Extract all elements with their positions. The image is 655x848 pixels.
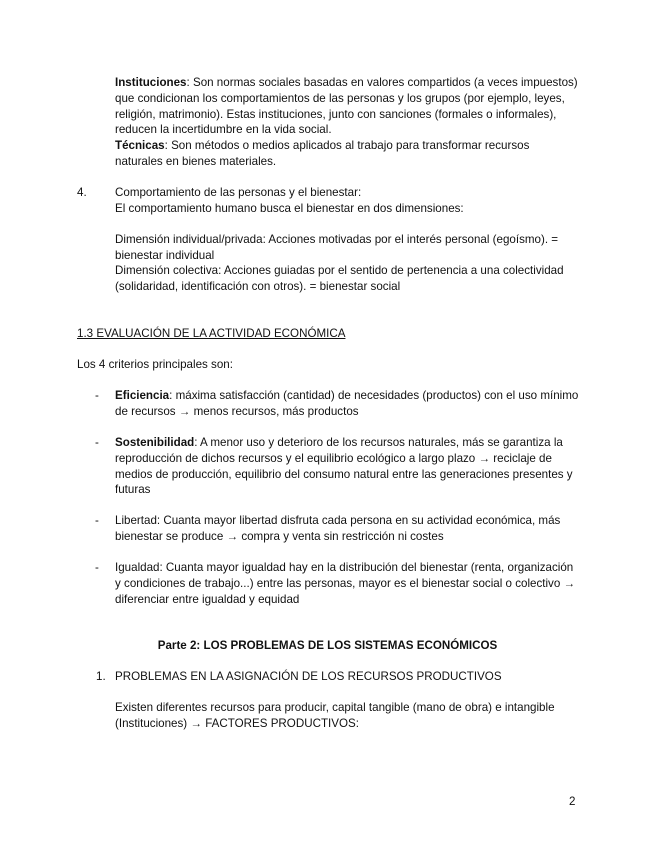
list-item-title: PROBLEMAS EN LA ASIGNACIÓN DE LOS RECURSOS PRODUCTIVOS: [115, 670, 502, 683]
item-4-number: 4.: [77, 186, 87, 199]
list-item-number: 1.: [96, 670, 106, 683]
criterion-text: : máxima satisfacción (cantidad) de necesidades (productos) con el uso mínimo de recursos → menos recursos, más productos: [115, 389, 579, 418]
instituciones-text: : Son normas sociales basadas en valores compartidos (a veces impuestos) que condicionan los comportamientos de las personas y los grupos (por ejemplo, leyes, religión, matrimonio). Estas instituciones, junto con sanciones (formales o informales), reducen la incertidumbre en la vida social.: [115, 76, 578, 137]
page-number: 2: [569, 795, 576, 808]
criteria-intro: Los 4 criterios principales son:: [77, 358, 233, 371]
tecnicas-term: Técnicas: [115, 139, 165, 152]
bullet-marker: -: [95, 389, 99, 402]
bullet-marker: -: [95, 514, 99, 527]
criterion-text: : A menor uso y deterioro de los recursos naturales, más se garantiza la reproducción de dichos recursos y el equilibrio ecológico a largo plazo → reciclaje de medios de producción, equilibrio del consumo natural entre las generaciones presentes y futuras: [115, 436, 573, 497]
instituciones-paragraph: [115, 75, 580, 138]
criterion-sostenibilidad: [115, 435, 580, 498]
factores-paragraph: Existen diferentes recursos para producir, capital tangible (mano de obra) e intangible (Instituciones) → FACTORES PRODUCTIVOS:: [115, 701, 555, 730]
criterion-text: Libertad: Cuanta mayor libertad disfruta cada persona en su actividad económica, más bienestar se produce → compra y venta sin restricción ni costes: [115, 514, 561, 543]
tecnicas-text: : Son métodos o medios aplicados al trabajo para transformar recursos naturales en bienes materiales.: [115, 139, 530, 168]
bullet-marker: -: [95, 436, 99, 449]
criterion-libertad: [115, 513, 580, 545]
part-2-title: Parte 2: LOS PROBLEMAS DE LOS SISTEMAS ECONÓMICOS: [157, 639, 498, 652]
criterion-text: Igualdad: Cuanta mayor igualdad hay en la distribución del bienestar (renta, organización y condiciones de trabajo...) entre las personas, mayor es el bienestar social o colectivo → diferenciar entre igualdad y equidad: [115, 561, 576, 606]
criterion-term: Sostenibilidad: [115, 436, 195, 449]
criterion-term: Eficiencia: [115, 389, 170, 402]
tecnicas-paragraph: [115, 138, 580, 170]
dimension-individual: Dimensión individual/privada: Acciones motivadas por el interés personal (egoísmo). = bienestar individual: [115, 233, 559, 262]
item-4-intro: El comportamiento humano busca el bienestar en dos dimensiones:: [115, 202, 464, 215]
item-4-title: Comportamiento de las personas y el bienestar:: [115, 186, 362, 199]
criterion-igualdad: [115, 560, 580, 607]
criterion-eficiencia: [115, 388, 580, 420]
bullet-marker: -: [95, 561, 99, 574]
instituciones-term: Instituciones: [115, 76, 187, 89]
section-heading: 1.3 EVALUACIÓN DE LA ACTIVIDAD ECONÓMICA: [77, 327, 346, 340]
dimension-colectiva: Dimensión colectiva: Acciones guiadas por el sentido de pertenencia a una colectividad (solidaridad, identificación con otros). = bienestar social: [115, 264, 564, 293]
